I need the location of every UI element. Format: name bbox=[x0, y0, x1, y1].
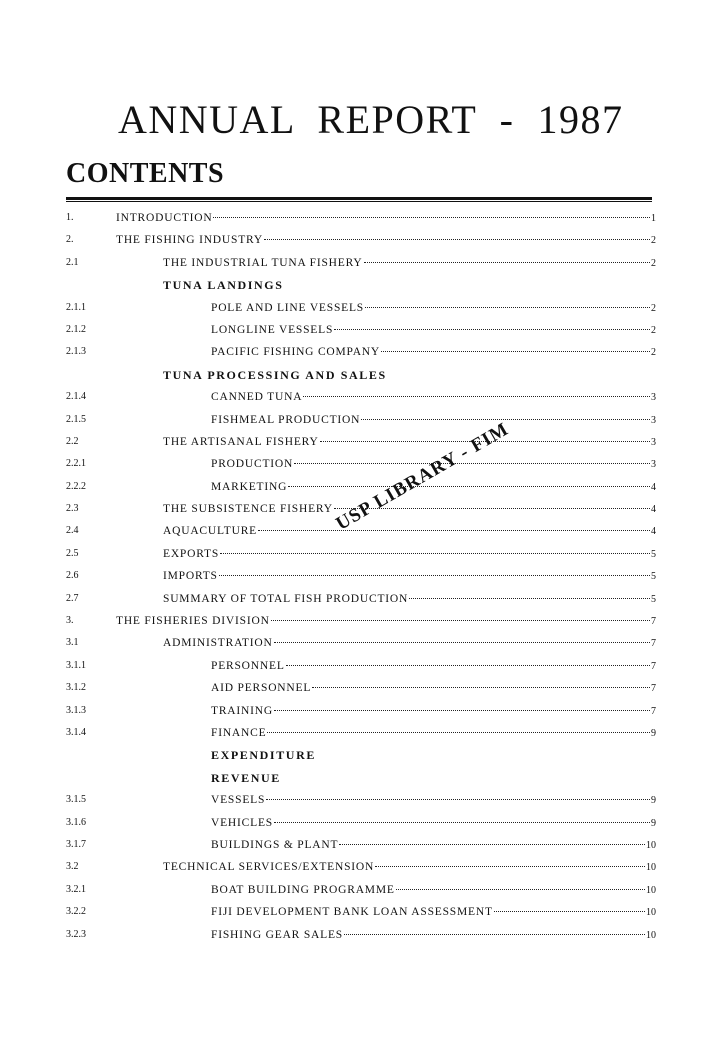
toc-entry-page-number: 9 bbox=[651, 727, 656, 739]
toc-entry-title: THE INDUSTRIAL TUNA FISHERY bbox=[163, 256, 363, 269]
toc-entry-title: REVENUE bbox=[211, 770, 281, 785]
toc-entry-title: AID PERSONNEL bbox=[211, 682, 312, 695]
toc-entry[interactable] bbox=[66, 901, 656, 923]
toc-entry-page-number: 4 bbox=[651, 481, 656, 493]
toc-entry-number: 2. bbox=[66, 234, 74, 246]
toc-entry-page-number: 10 bbox=[646, 862, 656, 874]
toc-entry-number: 3.2 bbox=[66, 861, 79, 873]
toc-dot-leader bbox=[339, 844, 645, 845]
toc-entry-page-number: 3 bbox=[651, 436, 656, 448]
toc-entry-page-number: 3 bbox=[651, 459, 656, 471]
toc-dot-leader bbox=[266, 799, 650, 800]
toc-dot-leader bbox=[303, 396, 650, 397]
toc-entry-title: INTRODUCTION bbox=[116, 212, 213, 224]
toc-entry[interactable] bbox=[66, 252, 656, 274]
toc-dot-leader bbox=[294, 463, 650, 464]
toc-entry-title: THE ARTISANAL FISHERY bbox=[163, 435, 319, 448]
toc-dot-leader bbox=[274, 822, 650, 823]
toc-entry[interactable] bbox=[66, 409, 656, 431]
toc-entry-number: 3.1.3 bbox=[66, 704, 86, 716]
toc-entry-title: VESSELS bbox=[211, 794, 266, 807]
toc-dot-leader bbox=[274, 642, 650, 643]
toc-dot-leader bbox=[334, 329, 650, 330]
toc-entry[interactable] bbox=[66, 229, 656, 251]
toc-entry-title: AQUACULTURE bbox=[163, 525, 257, 538]
toc-entry[interactable] bbox=[66, 789, 656, 811]
toc-entry-page-number: 9 bbox=[651, 817, 656, 829]
toc-entry-title: TECHNICAL SERVICES/EXTENSION bbox=[163, 861, 375, 874]
toc-entry-page-number: 7 bbox=[651, 705, 656, 717]
toc-dot-leader bbox=[288, 486, 650, 487]
toc-entry-number: 2.3 bbox=[66, 503, 79, 515]
toc-dot-leader bbox=[396, 889, 645, 890]
toc-entry[interactable] bbox=[66, 924, 656, 946]
toc-entry[interactable] bbox=[66, 700, 656, 722]
toc-entry-number: 3.1.2 bbox=[66, 682, 86, 694]
toc-entry-page-number: 5 bbox=[651, 571, 656, 583]
toc-entry[interactable] bbox=[66, 834, 656, 856]
toc-dot-leader bbox=[375, 866, 645, 867]
toc-entry[interactable] bbox=[66, 207, 656, 229]
toc-entry-title: THE SUBSISTENCE FISHERY bbox=[163, 503, 333, 516]
toc-section-heading bbox=[66, 767, 656, 789]
toc-entry-title: TRAINING bbox=[211, 704, 273, 717]
toc-entry[interactable] bbox=[66, 632, 656, 654]
toc-section-heading bbox=[66, 744, 656, 766]
toc-entry-number: 2.2 bbox=[66, 435, 79, 447]
toc-entry-number: 2.7 bbox=[66, 592, 79, 604]
toc-entry-title: THE FISHERIES DIVISION bbox=[116, 615, 270, 628]
toc-entry-page-number: 10 bbox=[646, 884, 656, 896]
toc-dot-leader bbox=[381, 351, 650, 352]
toc-dot-leader bbox=[312, 687, 650, 688]
contents-heading: CONTENTS bbox=[66, 158, 225, 189]
toc-dot-leader bbox=[264, 239, 650, 240]
toc-entry-title: POLE AND LINE VESSELS bbox=[211, 301, 364, 314]
toc-entry-page-number: 2 bbox=[651, 324, 656, 336]
toc-entry-page-number: 5 bbox=[651, 593, 656, 605]
toc-dot-leader bbox=[361, 419, 650, 420]
toc-entry[interactable] bbox=[66, 856, 656, 878]
toc-entry-page-number: 7 bbox=[651, 683, 656, 695]
toc-entry[interactable] bbox=[66, 386, 656, 408]
toc-entry-number: 2.2.1 bbox=[66, 458, 86, 470]
toc-dot-leader bbox=[271, 620, 650, 621]
toc-entry-page-number: 10 bbox=[646, 907, 656, 919]
toc-entry-page-number: 7 bbox=[651, 616, 656, 628]
toc-entry[interactable] bbox=[66, 879, 656, 901]
toc-entry-number: 2.4 bbox=[66, 525, 79, 537]
toc-entry[interactable] bbox=[66, 677, 656, 699]
toc-entry-title: THE FISHING INDUSTRY bbox=[116, 234, 263, 247]
toc-section-heading bbox=[66, 274, 656, 296]
toc-section-heading bbox=[66, 364, 656, 386]
toc-entry-title: ADMINISTRATION bbox=[163, 637, 273, 650]
toc-entry[interactable] bbox=[66, 476, 656, 498]
toc-entry-number: 3. bbox=[66, 615, 74, 627]
toc-entry-page-number: 9 bbox=[651, 795, 656, 807]
toc-entry-title: IMPORTS bbox=[163, 570, 218, 583]
toc-dot-leader bbox=[213, 217, 650, 218]
toc-entry[interactable] bbox=[66, 453, 656, 475]
toc-entry-number: 2.1.2 bbox=[66, 323, 86, 335]
toc-entry-number: 2.2.2 bbox=[66, 480, 86, 492]
toc-entry-title: FISHING GEAR SALES bbox=[211, 928, 343, 941]
report-title: ANNUAL REPORT - 1987 bbox=[118, 97, 624, 142]
toc-entry-page-number: 2 bbox=[651, 347, 656, 359]
toc-entry[interactable] bbox=[66, 812, 656, 834]
toc-entry-title: FINANCE bbox=[211, 726, 267, 739]
toc-entry-number: 2.1.1 bbox=[66, 301, 86, 313]
toc-entry-number: 3.1.4 bbox=[66, 726, 86, 738]
toc-entry[interactable] bbox=[66, 543, 656, 565]
toc-entry-title: PRODUCTION bbox=[211, 458, 294, 471]
heading-rule bbox=[66, 197, 652, 202]
toc-entry-number: 2.1.5 bbox=[66, 413, 86, 425]
toc-entry-page-number: 4 bbox=[651, 526, 656, 538]
toc-entry-title: EXPENDITURE bbox=[211, 748, 316, 763]
toc-entry-title: SUMMARY OF TOTAL FISH PRODUCTION bbox=[163, 592, 409, 605]
toc-entry-title: LONGLINE VESSELS bbox=[211, 323, 334, 336]
toc-entry-page-number: 3 bbox=[651, 392, 656, 404]
toc-entry-title: BUILDINGS & PLANT bbox=[211, 838, 339, 851]
toc-entry-page-number: 4 bbox=[651, 504, 656, 516]
toc-entry-title: FISHMEAL PRODUCTION bbox=[211, 413, 361, 426]
toc-entry-page-number: 7 bbox=[651, 638, 656, 650]
toc-dot-leader bbox=[494, 911, 645, 912]
toc-entry-title: CANNED TUNA bbox=[211, 391, 303, 404]
toc-dot-leader bbox=[220, 553, 650, 554]
toc-entry-title: PACIFIC FISHING COMPANY bbox=[211, 346, 381, 359]
toc-dot-leader bbox=[267, 732, 650, 733]
toc-entry[interactable] bbox=[66, 565, 656, 587]
toc-entry[interactable] bbox=[66, 319, 656, 341]
toc-entry-title: VEHICLES bbox=[211, 816, 273, 829]
toc-dot-leader bbox=[409, 598, 650, 599]
toc-dot-leader bbox=[219, 575, 650, 576]
toc-entry-number: 2.5 bbox=[66, 547, 79, 559]
toc-entry[interactable] bbox=[66, 297, 656, 319]
toc-entry-title: FIJI DEVELOPMENT BANK LOAN ASSESSMENT bbox=[211, 906, 493, 919]
toc-entry-number: 3.2.3 bbox=[66, 928, 86, 940]
toc-entry-title: PERSONNEL bbox=[211, 659, 285, 672]
toc-entry-page-number: 10 bbox=[646, 839, 656, 851]
toc-entry[interactable] bbox=[66, 341, 656, 363]
toc-entry-page-number: 3 bbox=[651, 414, 656, 426]
toc-entry-title: TUNA LANDINGS bbox=[163, 278, 284, 293]
toc-entry-title: MARKETING bbox=[211, 480, 288, 493]
toc-dot-leader bbox=[274, 710, 650, 711]
table-of-contents bbox=[66, 207, 656, 946]
toc-entry-number: 3.1.5 bbox=[66, 794, 86, 806]
toc-entry-page-number: 2 bbox=[651, 235, 656, 247]
toc-entry-number: 3.1.6 bbox=[66, 816, 86, 828]
toc-entry-title: EXPORTS bbox=[163, 547, 220, 560]
toc-dot-leader bbox=[365, 307, 650, 308]
toc-entry[interactable] bbox=[66, 588, 656, 610]
toc-entry-number: 2.1.3 bbox=[66, 346, 86, 358]
toc-entry-number: 2.1 bbox=[66, 256, 79, 268]
library-watermark-stamp: USP LIBRARY - FIM bbox=[332, 418, 513, 535]
toc-entry-number: 3.1 bbox=[66, 637, 79, 649]
toc-entry[interactable] bbox=[66, 655, 656, 677]
toc-entry-page-number: 2 bbox=[651, 257, 656, 269]
toc-entry-page-number: 10 bbox=[646, 929, 656, 941]
toc-entry-title: BOAT BUILDING PROGRAMME bbox=[211, 883, 395, 896]
toc-entry[interactable] bbox=[66, 431, 656, 453]
toc-entry-page-number: 5 bbox=[651, 548, 656, 560]
toc-entry-number: 3.1.7 bbox=[66, 838, 86, 850]
toc-dot-leader bbox=[344, 934, 645, 935]
toc-entry-page-number: 2 bbox=[651, 302, 656, 314]
toc-entry[interactable] bbox=[66, 610, 656, 632]
toc-entry-page-number: 1 bbox=[651, 213, 656, 224]
toc-dot-leader bbox=[364, 262, 650, 263]
toc-entry-number: 3.2.1 bbox=[66, 883, 86, 895]
toc-dot-leader bbox=[258, 530, 650, 531]
toc-entry-number: 2.1.4 bbox=[66, 391, 86, 403]
toc-entry-number: 1. bbox=[66, 212, 74, 223]
toc-entry-title: TUNA PROCESSING AND SALES bbox=[163, 367, 387, 382]
toc-dot-leader bbox=[286, 665, 650, 666]
toc-entry-page-number: 7 bbox=[651, 660, 656, 672]
toc-entry-number: 3.1.1 bbox=[66, 659, 86, 671]
toc-entry[interactable] bbox=[66, 722, 656, 744]
toc-entry-number: 3.2.2 bbox=[66, 906, 86, 918]
toc-entry-number: 2.6 bbox=[66, 570, 79, 582]
